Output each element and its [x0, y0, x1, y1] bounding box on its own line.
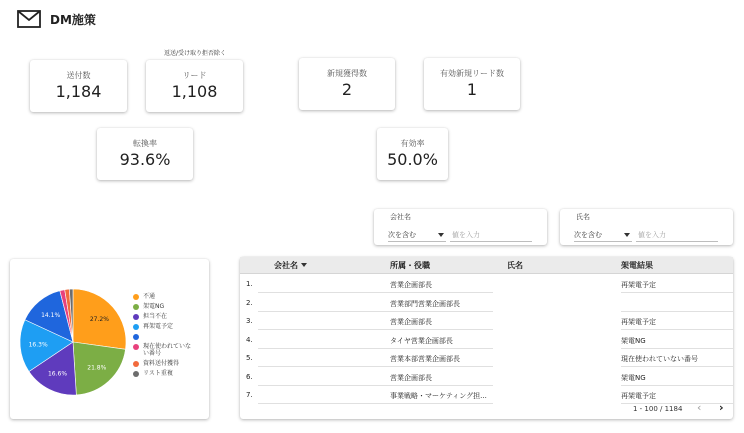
kpi-value: 2: [341, 80, 353, 99]
filter-operator-value: 次を含む: [574, 231, 602, 239]
pie-slice-label: 16.6%: [47, 370, 68, 378]
name-filter-input[interactable]: [636, 228, 718, 242]
result-cell: 現在使われていない番号: [621, 355, 698, 363]
kpi-value: 1,184: [55, 82, 102, 101]
legend-dot: [133, 361, 139, 367]
dropdown-arrow-icon: [438, 233, 444, 237]
mail-icon: [17, 10, 41, 28]
legend-label: 架電NG: [143, 303, 165, 310]
table-header: [240, 257, 733, 274]
legend-item[interactable]: [133, 370, 191, 377]
kpi-card-leads: [146, 60, 243, 112]
legend-label: 担当不在: [143, 313, 168, 320]
filter-name: [560, 209, 733, 245]
column-header-name[interactable]: 氏名: [507, 261, 523, 270]
kpi-value: 1,108: [171, 82, 218, 101]
row-index: 5.: [246, 354, 253, 362]
row-index: 1.: [246, 280, 253, 288]
sort-desc-icon: [301, 263, 307, 267]
kpi-card-valid-rate: [377, 128, 448, 180]
legend-dot: [133, 371, 139, 377]
kpi-card-sent: [30, 60, 127, 112]
kpi-value: 93.6%: [119, 150, 171, 169]
column-header-position[interactable]: 所属・役職: [390, 261, 430, 270]
result-cell: 再架電予定: [621, 318, 656, 326]
row-divider: [621, 403, 733, 404]
position-cell: 営業部門営業企画部長: [390, 299, 460, 308]
next-page-button[interactable]: ›: [719, 401, 724, 414]
kpi-label: 送付数: [66, 71, 91, 80]
legend-item[interactable]: [133, 360, 191, 367]
result-cell: 再架電予定: [621, 392, 656, 400]
call-results-table: [240, 257, 733, 419]
position-cell: 営業本部営業企画部長: [390, 355, 460, 363]
position-cell: 営業企画部長: [390, 318, 432, 326]
dropdown-arrow-icon: [624, 233, 630, 237]
result-cell: 架電NG: [621, 373, 646, 382]
page-header: [17, 10, 96, 28]
table-row[interactable]: [240, 368, 733, 386]
pie-slice-label: 16.3%: [28, 341, 48, 349]
position-cell: 営業企画部長: [390, 281, 432, 289]
legend-item[interactable]: [133, 313, 191, 320]
kpi-value: 50.0%: [387, 150, 438, 169]
kpi-label: リード: [182, 71, 207, 80]
kpi-note: 返送/受け取り拒否除く: [163, 50, 227, 57]
legend-label: 再架電予定: [143, 323, 174, 330]
legend-dot: [133, 344, 139, 350]
position-cell: 営業企画部長: [390, 373, 432, 382]
table-row[interactable]: [240, 349, 733, 367]
legend-item[interactable]: [133, 293, 191, 300]
pie-slice-label: 21.8%: [87, 364, 107, 372]
legend-label: 資料送付獲得: [143, 360, 180, 367]
row-index: 2.: [246, 298, 253, 307]
legend-label: リスト重複: [143, 370, 173, 377]
row-index: 4.: [246, 335, 253, 344]
filter-company: [374, 209, 547, 245]
kpi-card-conversion-rate: [97, 128, 193, 180]
filter-operator-value: 次を含む: [388, 231, 416, 239]
column-header-result[interactable]: 架電結果: [621, 261, 653, 270]
filter-label: 氏名: [576, 213, 590, 221]
column-header-company[interactable]: 会社名: [274, 260, 307, 271]
legend-item[interactable]: [133, 333, 191, 340]
table-row[interactable]: [240, 275, 733, 293]
row-divider: [258, 403, 400, 404]
filter-operator-select[interactable]: [574, 228, 632, 242]
prev-page-button[interactable]: ‹: [697, 401, 702, 414]
table-row[interactable]: [240, 294, 733, 312]
legend-dot: [133, 334, 139, 340]
legend-dot: [133, 324, 139, 330]
table-row[interactable]: [240, 331, 733, 349]
legend-label: 不通: [143, 293, 156, 300]
company-filter-input[interactable]: [450, 228, 532, 242]
kpi-label: 有効新規リード数: [440, 69, 504, 78]
position-cell: タイヤ営業企画部長: [390, 336, 453, 345]
chart-legend: [133, 293, 191, 380]
kpi-label: 転換率: [133, 139, 157, 148]
result-cell: 架電NG: [621, 336, 646, 345]
legend-item[interactable]: [133, 343, 191, 357]
legend-item[interactable]: [133, 303, 191, 310]
legend-dot: [133, 294, 139, 300]
kpi-card-valid-new-leads: [424, 58, 520, 110]
row-index: 7.: [246, 391, 253, 399]
table-row[interactable]: [240, 386, 733, 404]
row-index: 3.: [246, 317, 253, 325]
legend-dot: [133, 314, 139, 320]
pagination-label: 1 - 100 / 1184: [633, 405, 683, 413]
filter-label: 会社名: [390, 213, 411, 221]
result-cell: 再架電予定: [621, 281, 656, 289]
pie-slice-label: 14.1%: [41, 312, 61, 320]
row-index: 6.: [246, 372, 253, 381]
legend-item[interactable]: [133, 323, 191, 330]
filter-operator-select[interactable]: [388, 228, 446, 242]
table-row[interactable]: [240, 312, 733, 330]
page-title: DM施策: [50, 12, 96, 27]
result-pie-chart: [10, 259, 209, 419]
kpi-value: 1: [466, 80, 478, 99]
pie-chart-svg: [15, 284, 131, 400]
kpi-label: 新規獲得数: [327, 69, 367, 78]
legend-label: 現在使われていない番号: [143, 343, 192, 357]
row-divider: [390, 403, 493, 404]
legend-dot: [133, 304, 139, 310]
position-cell: 事業戦略・マーケティング担...: [390, 392, 487, 400]
kpi-card-new-acquired: [299, 58, 395, 110]
pie-slice-label: 27.2%: [89, 316, 109, 324]
kpi-label: 有効率: [400, 139, 425, 148]
